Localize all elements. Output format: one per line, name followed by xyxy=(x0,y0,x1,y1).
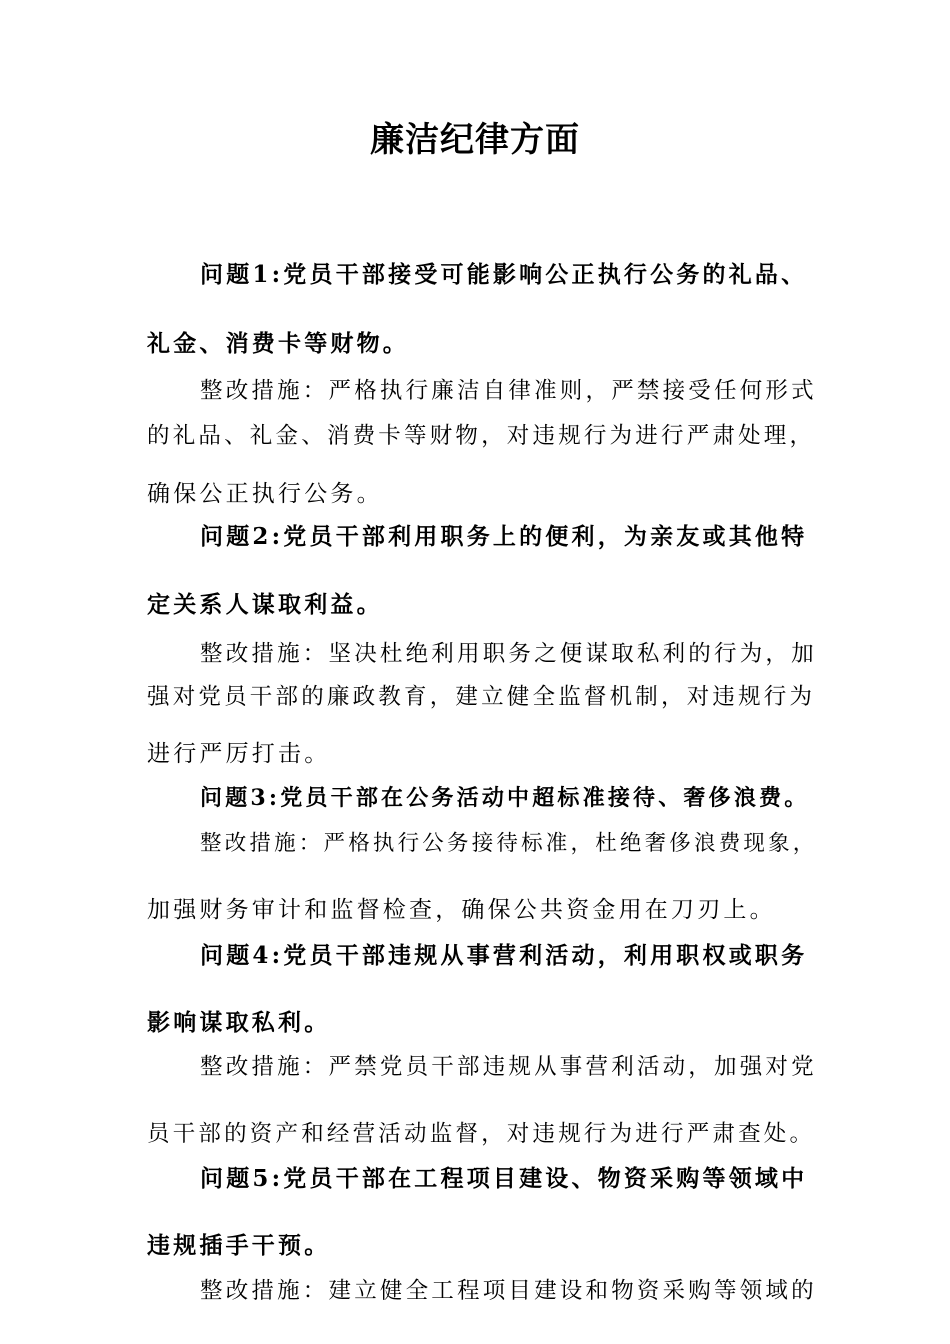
measure-4-line-2: 员干部的资产和经营活动监督，对违规行为进行严肃查处。 xyxy=(147,1121,816,1147)
problem-5-line-2: 违规插手干预。 xyxy=(147,1232,331,1259)
measure-3-line-2: 加强财务审计和监督检查，确保公共资金用在刀刃上。 xyxy=(147,897,776,923)
problem-1-line-1: 问题1:党员干部接受可能影响公正执行公务的礼品、 xyxy=(200,261,808,288)
page-title: 廉洁纪律方面 xyxy=(370,120,580,160)
measure-2-line-1: 整改措施：坚决杜绝利用职务之便谋取私利的行为，加 xyxy=(200,641,817,667)
measure-4-line-1: 整改措施：严禁党员干部违规从事营利活动，加强对党 xyxy=(200,1054,817,1080)
problem-3-line-1: 问题3:党员干部在公务活动中超标准接待、奢侈浪费。 xyxy=(200,785,810,811)
measure-2-line-2: 强对党员干部的廉政教育，建立健全监督机制，对违规行为 xyxy=(147,684,816,710)
problem-2-line-1: 问题2:党员干部利用职务上的便利，为亲友或其他特 xyxy=(200,523,808,550)
problem-2-line-2: 定关系人谋取利益。 xyxy=(147,591,383,618)
measure-3-line-1: 整改措施：严格执行公务接待标准，杜绝奢侈浪费现象， xyxy=(200,831,818,856)
measure-5-line-1: 整改措施：建立健全工程项目建设和物资采购等领域的 xyxy=(200,1278,817,1304)
measure-1-line-2: 的礼品、礼金、消费卡等财物，对违规行为进行严肃处理， xyxy=(147,423,816,449)
problem-4-line-2: 影响谋取私利。 xyxy=(147,1009,331,1036)
measure-2-line-3: 进行严厉打击。 xyxy=(147,741,331,767)
problem-5-line-1: 问题5:党员干部在工程项目建设、物资采购等领域中 xyxy=(200,1165,808,1192)
problem-4-line-1: 问题4:党员干部违规从事营利活动，利用职权或职务 xyxy=(200,942,808,969)
measure-1-line-3: 确保公正执行公务。 xyxy=(147,481,383,507)
problem-1-line-2: 礼金、消费卡等财物。 xyxy=(147,330,409,357)
measure-1-line-1: 整改措施：严格执行廉洁自律准则，严禁接受任何形式 xyxy=(200,378,817,404)
